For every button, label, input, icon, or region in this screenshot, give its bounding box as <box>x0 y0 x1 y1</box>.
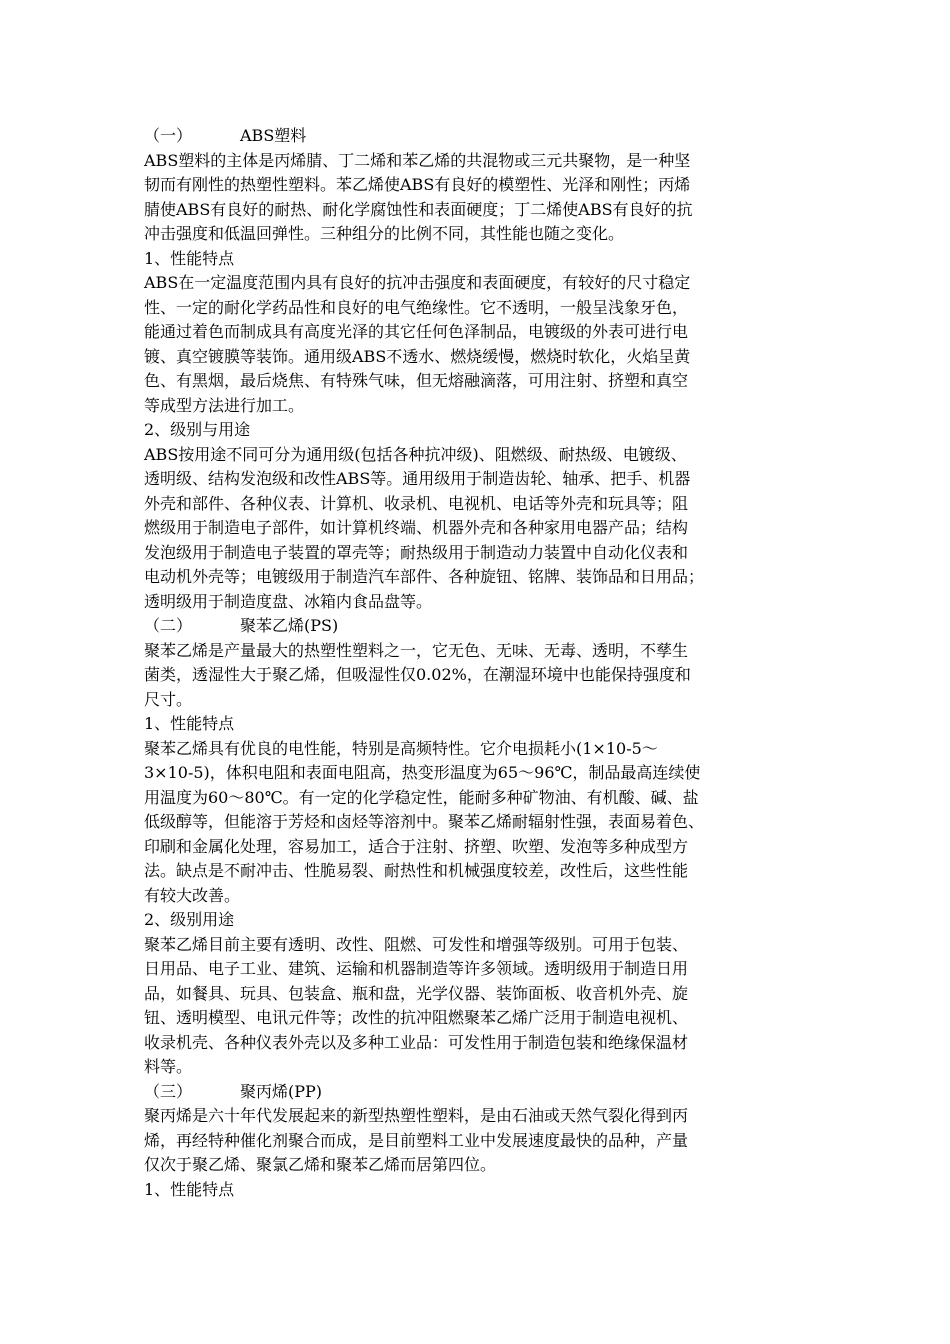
subheading-abs-properties: 1、性能特点 <box>144 248 235 268</box>
paragraph-abs-grades <box>144 443 812 615</box>
text-line: ABS在一定温度范围内具有良好的抗冲击强度和表面硬度，有较好的尺寸稳定 <box>144 273 691 292</box>
text-line: 镀、真空镀膜等装饰。通用级ABS不透水、燃烧缓慢，燃烧时软化，火焰呈黄 <box>144 346 691 366</box>
subheading-ps-properties: 1、性能特点 <box>144 714 235 733</box>
text-line: 菌类，透湿性大于聚乙烯，但吸湿性仅0.02%，在潮湿环境中也能保持强度和 <box>144 665 691 684</box>
text-line: 腈使ABS有良好的耐热、耐化学腐蚀性和表面硬度；丁二烯使ABS有良好的抗 <box>144 199 693 219</box>
section-number: （三） <box>144 1081 193 1101</box>
text-line: 色、有黑烟，最后烧焦、有特殊气味，但无熔融滴落，可用注射、挤塑和真空 <box>144 371 689 390</box>
paragraph-pp-intro <box>144 1104 812 1178</box>
section-heading-ps <box>144 614 812 639</box>
subheading-ps-grades: 2、级别用途 <box>144 910 235 929</box>
text-line: 聚苯乙烯是产量最大的热塑性塑料之一，它无色、无味、无毒、透明，不孳生 <box>144 640 689 660</box>
text-line: ABS按用途不同可分为通用级(包括各种抗冲级)、阻燃级、耐热级、电镀级、 <box>144 444 687 464</box>
text-line: 透明级用于制造度盘、冰箱内食品盘等。 <box>144 591 433 611</box>
section-heading-pp <box>144 1080 812 1105</box>
section-heading-abs <box>144 124 812 149</box>
text-line: ABS塑料的主体是丙烯腈、丁二烯和苯乙烯的共混物或三元共聚物，是一种坚 <box>144 150 691 170</box>
text-line: 日用品、电子工业、建筑、运输和机器制造等许多领域。透明级用于制造日用 <box>144 959 689 978</box>
text-line: 韧而有刚性的热塑性塑料。苯乙烯使ABS有良好的模塑性、光泽和刚性；丙烯 <box>144 175 691 194</box>
text-line: 有较大改善。 <box>144 885 241 905</box>
section-title: ABS塑料 <box>240 126 307 145</box>
text-line: 冲击强度和低温回弹性。三种组分的比例不同，其性能也随之变化。 <box>144 224 625 243</box>
paragraph-abs-intro <box>144 149 812 247</box>
text-line: 烯，再经特种催化剂聚合而成，是目前塑料工业中发展速度最快的品种，产量 <box>144 1130 689 1150</box>
section-title: 聚丙烯(PP) <box>240 1081 323 1101</box>
text-line: 等成型方法进行加工。 <box>144 395 305 415</box>
text-line: 能通过着色而制成具有高度光泽的其它任何色泽制品，电镀级的外表可进行电 <box>144 322 689 341</box>
text-line: 仅次于聚乙烯、聚氯乙烯和聚苯乙烯而居第四位。 <box>144 1155 497 1174</box>
section-number: （一） <box>144 126 193 145</box>
text-line: 发泡级用于制造电子装置的罩壳等；耐热级用于制造动力装置中自动化仪表和 <box>144 542 689 562</box>
text-line: 收录机壳、各种仪表外壳以及多种工业品：可发性用于制造包装和绝缘保温材 <box>144 1032 689 1052</box>
subheading-abs-grades: 2、级别与用途 <box>144 420 251 439</box>
section-title: 聚苯乙烯(PS) <box>240 616 339 635</box>
text-line: 法。缺点是不耐冲击、性脆易裂、耐热性和机械强度较差，改性后，这些性能 <box>144 861 689 880</box>
subheading-pp-properties: 1、性能特点 <box>144 1179 235 1199</box>
text-line: 聚丙烯是六十年代发展起来的新型热塑性塑料，是由石油或天然气裂化得到丙 <box>144 1106 689 1125</box>
text-line: 用温度为60～80℃。有一定的化学稳定性，能耐多种矿物油、有机酸、碱、盐 <box>144 787 699 807</box>
section-number: （二） <box>144 616 193 635</box>
text-line: 钮、透明模型、电讯元件等；改性的抗冲阻燃聚苯乙烯广泛用于制造电视机、 <box>144 1008 689 1027</box>
document-body <box>144 124 812 1202</box>
text-line: 尺寸。 <box>144 689 193 709</box>
text-line: 外壳和部件、各种仪表、计算机、收录机、电视机、电话等外壳和玩具等；阻 <box>144 493 689 513</box>
text-line: 透明级、结构发泡级和改性ABS等。通用级用于制造齿轮、轴承、把手、机器 <box>144 469 691 488</box>
text-line: 燃级用于制造电子部件，如计算机终端、机器外壳和各种家用电器产品；结构 <box>144 518 689 537</box>
text-line: 品，如餐具、玩具、包装盒、瓶和盘，光学仪器、装饰面板、收音机外壳、旋 <box>144 983 689 1003</box>
paragraph-ps-properties <box>144 737 812 909</box>
text-line: 3×10-5)，体积电阻和表面电阻高，热变形温度为65～96℃，制品最高连续使 <box>144 763 701 782</box>
text-line: 印刷和金属化处理，容易加工，适合于注射、挤塑、吹塑、发泡等多种成型方 <box>144 836 689 856</box>
text-line: 聚苯乙烯目前主要有透明、改性、阻燃、可发性和增强等级别。可用于包装、 <box>144 934 689 954</box>
text-line: 性、一定的耐化学药品性和良好的电气绝缘性。它不透明，一般呈浅象牙色， <box>144 297 689 317</box>
text-line: 电动机外壳等；电镀级用于制造汽车部件、各种旋钮、铭牌、装饰品和日用品； <box>144 567 705 586</box>
text-line: 聚苯乙烯具有优良的电性能，特别是高频特性。它介电损耗小(1×10-5～ <box>144 738 658 758</box>
paragraph-ps-intro <box>144 639 812 713</box>
text-line: 低级醇等，但能溶于芳烃和卤烃等溶剂中。聚苯乙烯耐辐射性强，表面易着色、 <box>144 812 705 831</box>
text-line: 料等。 <box>144 1057 193 1076</box>
paragraph-ps-grades <box>144 933 812 1080</box>
paragraph-abs-properties <box>144 271 812 418</box>
